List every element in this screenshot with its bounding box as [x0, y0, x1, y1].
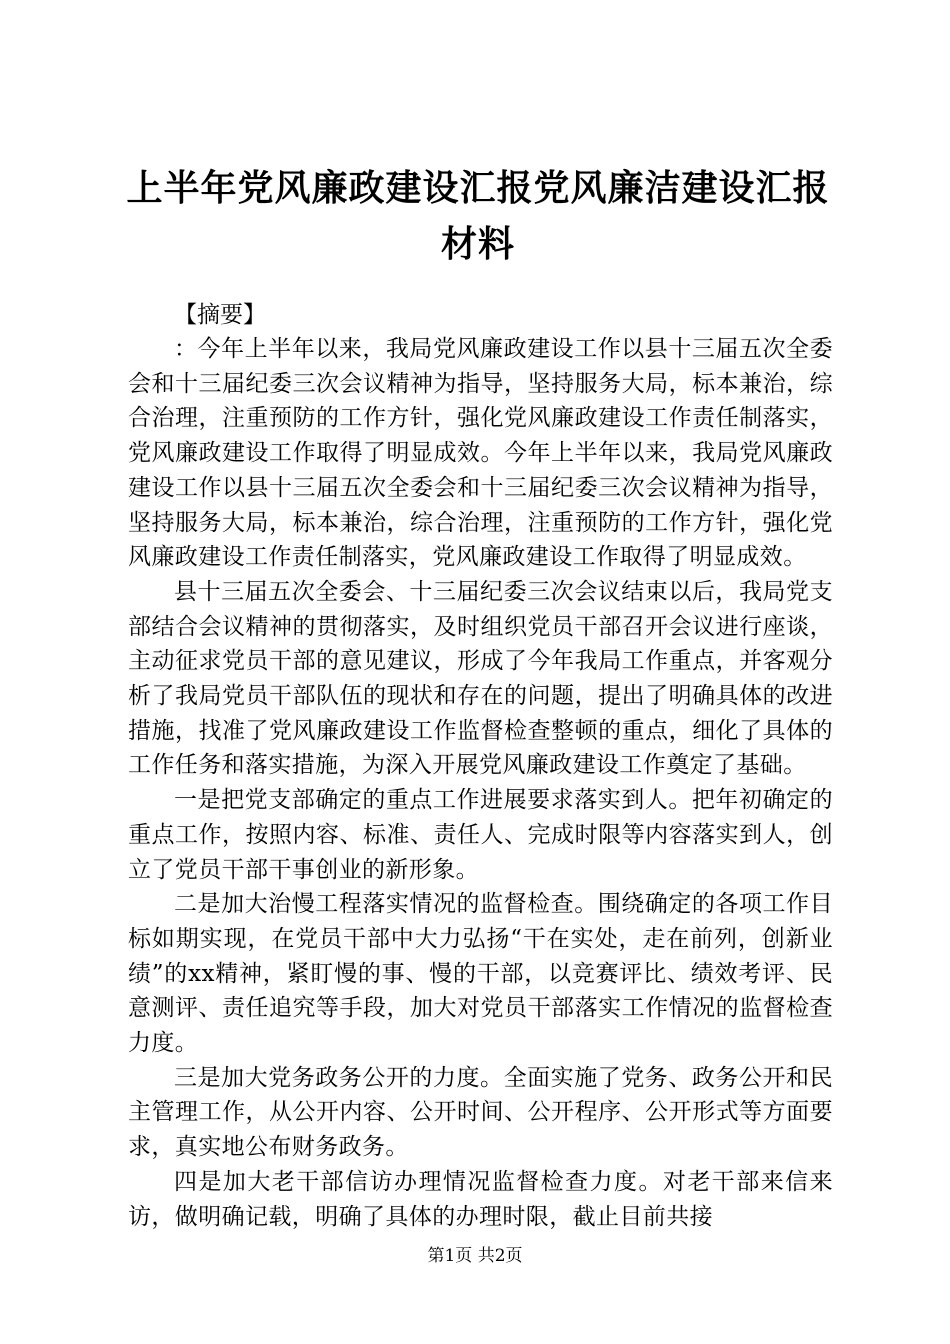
- document-body: [128, 298, 833, 1234]
- body-paragraph: ：今年上半年以来，我局党风廉政建设工作以县十三届五次全委会和十三届纪委三次会议精神为指导，坚持服务大局，标本兼治，综合治理，注重预防的工作方针，强化党风廉政建设工作责任制落实，党风廉政建设工作取得了明显成效。今年上半年以来，我局党风廉政建设工作以县十三届五次全委会和十三届纪委三次会议精神为指导，坚持服务大局，标本兼治，综合治理，注重预防的工作方针，强化党风廉政建设工作责任制落实，党风廉政建设工作取得了明显成效。: [128, 336, 833, 571]
- page-footer: 第1页 共2页: [427, 1246, 523, 1266]
- body-paragraph: 二是加大治慢工程落实情况的监督检查。围绕确定的各项工作目标如期实现，在党员干部中大力弘扬“干在实处，走在前列，创新业绩”的xx精神，紧盯慢的事、慢的干部，以竞赛评比、绩效考评、民意测评、责任追究等手段，加大对党员干部落实工作情况的监督检查力度。: [128, 891, 833, 1057]
- abstract-label: 【摘要】: [174, 302, 266, 328]
- body-paragraph: 三是加大党务政务公开的力度。全面实施了党务、政务公开和民主管理工作，从公开内容、公开时间、公开程序、公开形式等方面要求，真实地公布财务政务。: [128, 1064, 833, 1161]
- body-paragraph: 县十三届五次全委会、十三届纪委三次会议结束以后，我局党支部结合会议精神的贯彻落实，及时组织党员干部召开会议进行座谈，主动征求党员干部的意见建议，形成了今年我局工作重点，并客观分析了我局党员干部队伍的现状和存在的问题，提出了明确具体的改进措施，找准了党风廉政建设工作监督检查整顿的重点，细化了具体的工作任务和落实措施，为深入开展党风廉政建设工作奠定了基础。: [128, 578, 833, 779]
- document-title: 上半年党风廉政建设汇报党风廉洁建设汇报材料: [126, 167, 830, 265]
- body-paragraph: 四是加大老干部信访办理情况监督检查力度。对老干部来信来访，做明确记载，明确了具体的办理时限，截止目前共接: [128, 1168, 833, 1230]
- body-paragraph: 一是把党支部确定的重点工作进展要求落实到人。把年初确定的重点工作，按照内容、标准、责任人、完成时限等内容落实到人，创立了党员干部干事创业的新形象。: [128, 787, 833, 883]
